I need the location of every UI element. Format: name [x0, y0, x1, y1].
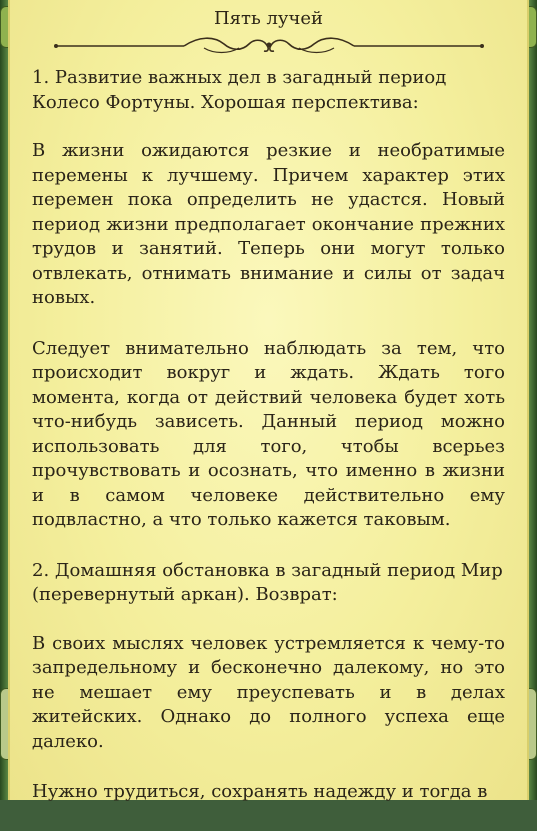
paragraph: Нужно трудиться, сохранять надежду и тогда в [32, 781, 488, 802]
paragraph: В жизни ожидаются резкие и необратимые перемены к лучшему. Причем характер этих перемен пока определить не удастся. Новый период жизни предполагает окончание прежних трудов и занятий. Теперь они могут только отвлекать, отнимать внимание и силы от задач новых. [32, 140, 505, 308]
reading-panel[interactable] [8, 0, 529, 800]
section-heading: 1. Развитие важных дел в загадный период Колесо Фортуны. Хорошая перспектива: [32, 67, 447, 113]
paragraph: В своих мыслях человек устремляется к чему-то запредельному и бесконечно далекому, но это не мешает ему преуспевать и в делах житейских. Однако до полного успеха еще далеко. [32, 632, 505, 752]
page-title: Пять лучей [213, 8, 324, 29]
article-text [32, 66, 505, 831]
paragraph: Следует внимательно наблюдать за тем, что происходит вокруг и ждать. Ждать того момента, когда от действий человека будет хоть что-нибудь зависеть. Данный период можно использовать для того, чтобы всерьез прочувствовать и осознать, что именно в жизни и в самом человеке действительно ему подвластно, а что только кажется таковым. [32, 337, 505, 530]
section-heading: 2. Домашняя обстановка в загадный период Мир (перевернутый аркан). Возврат: [32, 559, 503, 605]
ornament-divider-icon [54, 34, 484, 56]
